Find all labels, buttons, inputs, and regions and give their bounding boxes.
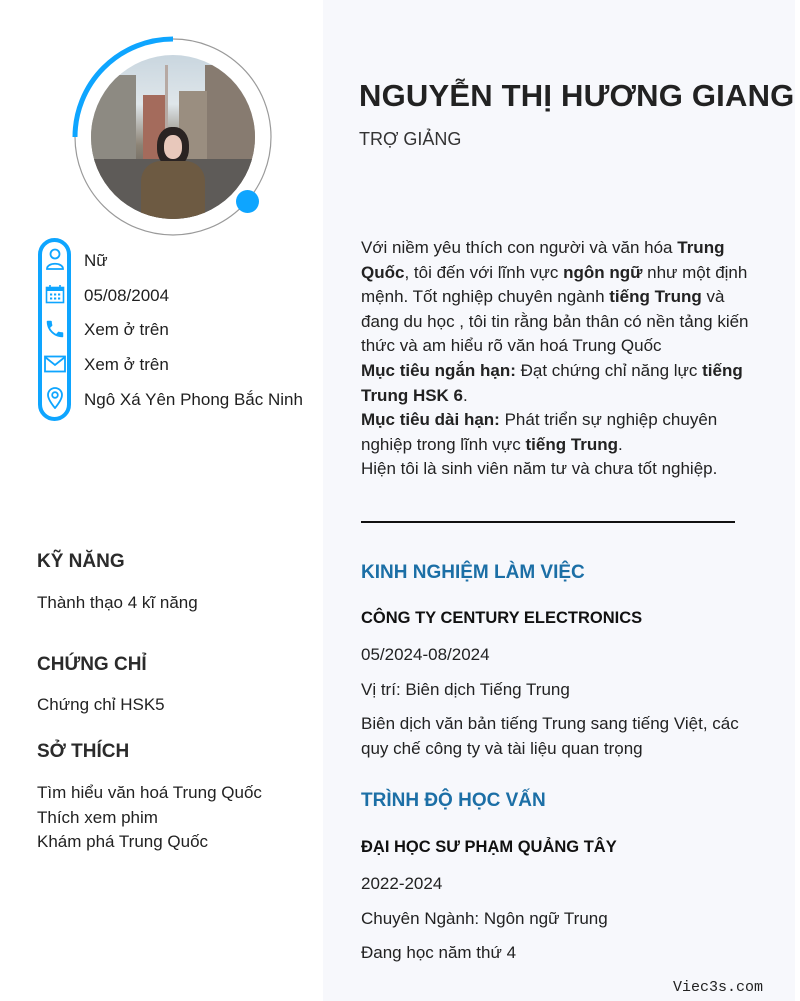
current-status: Hiện tôi là sinh viên năm tư và chưa tốt nghiệp. [361, 459, 718, 479]
hobby-item: Khám phá Trung Quốc [37, 832, 209, 851]
education-period: 2022-2024 [361, 874, 443, 893]
education-major: Chuyên Ngành: Ngôn ngữ Trung [361, 909, 608, 928]
avatar [72, 36, 274, 238]
skills-heading: KỸ NĂNG [37, 551, 125, 572]
company-name: CÔNG TY CENTURY ELECTRONICS [361, 609, 643, 627]
skill-item: Thành thạo 4 kĩ năng [37, 593, 198, 612]
left-sidebar [0, 0, 323, 1001]
certificate-item: Chứng chỉ HSK5 [37, 695, 165, 714]
phone-icon [44, 318, 66, 340]
school-name: ĐẠI HỌC SƯ PHẠM QUẢNG TÂY [361, 838, 617, 856]
certificates-heading: CHỨNG CHỈ [37, 654, 147, 675]
hobby-item: Thích xem phim [37, 807, 158, 827]
profile-photo [91, 55, 255, 219]
experience-position: Vị trí: Biên dịch Tiếng Trung [361, 680, 570, 699]
calendar-icon [44, 283, 66, 305]
experience-description: Biên dịch văn bản tiếng Trung sang tiếng Việt, các quy chế công ty và tài liệu quan trọng [361, 714, 739, 758]
career-summary: Với niềm yêu thích con người và văn hóa Trung Quốc, tôi đến với lĩnh vực ngôn ngữ như một định mệnh. Tốt nghiệp chuyên ngành tiếng Trung và đang du học , tôi tin rằng bản thân có nền tảng kiến thức và am hiểu rõ văn hoá Trung Quốc Mục tiêu ngắn hạn: Đạt chứng chỉ năng lực tiếng Trung HSK 6. Mục tiêu dài hạn: Phát triển sự nghiệp chuyên nghiệp trong lĩnh vực tiếng Trung. Hiện tôi là sinh viên năm tư và chưa tốt nghiệp. [361, 238, 749, 479]
education-heading: TRÌNH ĐỘ HỌC VẤN [361, 790, 546, 811]
hobbies-list [37, 781, 262, 855]
contact-address: Ngô Xá Yên Phong Bắc Ninh [84, 390, 303, 409]
location-pin-icon [44, 387, 66, 409]
candidate-name: NGUYỄN THỊ HƯƠNG GIANG [359, 78, 795, 113]
contact-gender: Nữ [84, 251, 108, 270]
contact-birthday: 05/08/2004 [84, 286, 170, 305]
education-status: Đang học năm thứ 4 [361, 943, 517, 962]
mail-icon [44, 353, 66, 375]
watermark: Viec3s.com [673, 979, 764, 996]
divider [361, 521, 735, 523]
contact-phone: Xem ở trên [84, 320, 169, 339]
contact-email: Xem ở trên [84, 355, 169, 374]
accent-dot [236, 190, 259, 213]
candidate-role: TRỢ GIẢNG [359, 129, 462, 149]
experience-period: 05/2024-08/2024 [361, 645, 490, 664]
hobbies-heading: SỞ THÍCH [37, 741, 130, 762]
hobby-item: Tìm hiểu văn hoá Trung Quốc [37, 783, 262, 802]
long-term-label: Mục tiêu dài hạn: [361, 410, 500, 430]
user-icon [44, 248, 66, 270]
short-term-label: Mục tiêu ngắn hạn: [361, 360, 516, 380]
experience-heading: KINH NGHIỆM LÀM VIỆC [361, 562, 585, 583]
